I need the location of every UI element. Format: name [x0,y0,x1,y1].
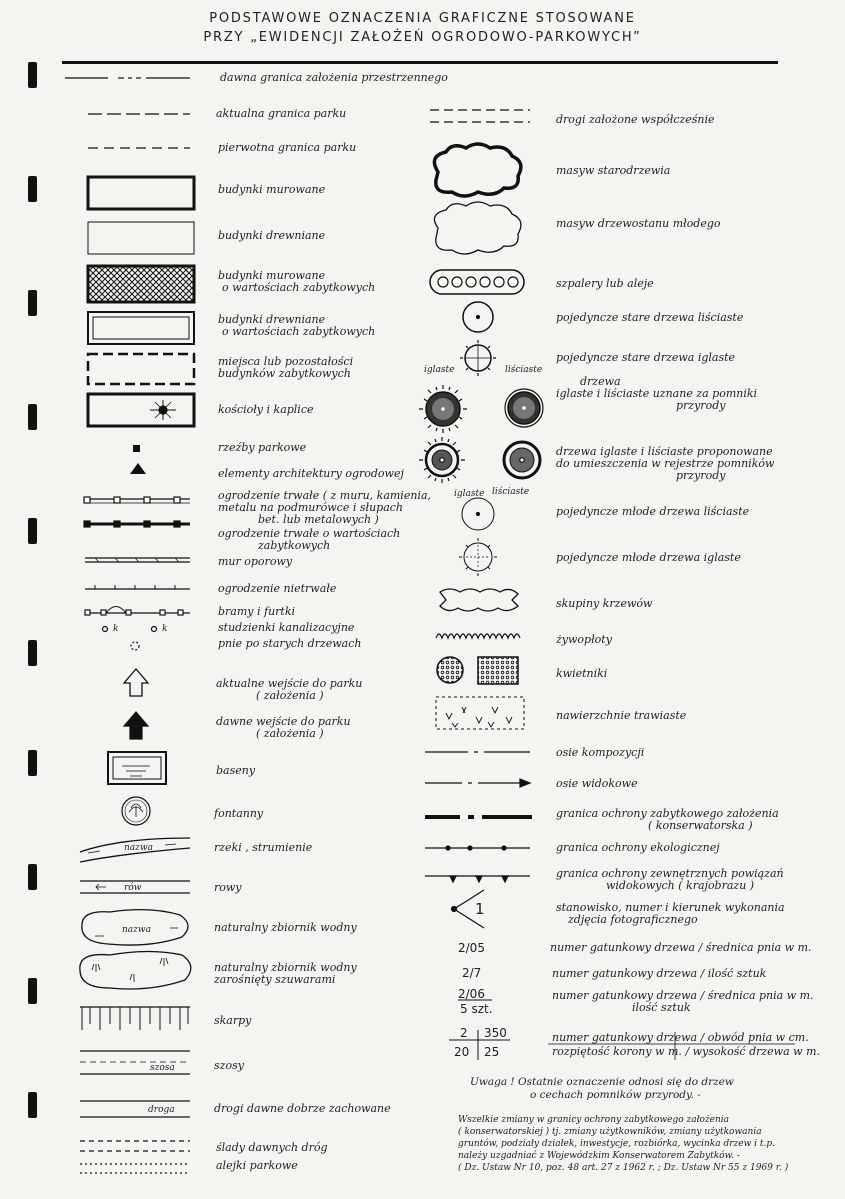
tree-rows-symbol [430,270,524,294]
ecological-boundary-symbol [425,846,530,850]
label-shrubs: skupiny krzewów [556,597,653,610]
label-masonry-buildings: budynki murowane [218,183,326,196]
label-line: ogrodzenie trwałe ( z muru, kamienia, [218,489,431,502]
pool-symbol [108,752,166,784]
label-current-boundary: aktualna granica parku [216,107,347,120]
label-line: ilość sztuk [632,1001,691,1014]
river-name-label: nazwa [124,843,153,853]
label-line: o wartościach zabytkowych [222,325,376,338]
note-line: ( Dz. Ustaw Nr 10, poz. 48 art. 27 z 1962 r. ; Dz. Ustaw Nr 55 z 1969 r. ) [458,1163,789,1173]
label-former-boundary: dawna granica założenia przestrzennego [220,71,448,84]
label-old-deciduous: pojedyncze stare drzewa liściaste [556,311,744,324]
label-modern-roads: drogi założone współcześnie [556,113,715,126]
note-line: ( konserwatorskiej ) tj. zmiany użytkowników, zmiany użytkowania [458,1127,762,1137]
masonry-building-symbol [88,177,194,209]
label-former-entrance [216,716,351,740]
label-historic-remains [218,356,353,380]
temporary-fence-symbol [85,585,190,589]
label-line: ogrodzenie trwałe o wartościach [218,527,401,540]
tree-code-4-height: 25 [484,1045,500,1059]
label-line: numer gatunkowy drzewa / obwód pnia w cm. [552,1031,809,1044]
park-path-symbol [80,1164,190,1173]
note-line: Uwaga ! Ostatnie oznaczenie odnosi się do drzew [470,1076,734,1088]
note-line: gruntów, podziały działek, inwestycje, rozbiórka, wycinka drzew i t.p. [458,1139,775,1149]
note-uwaga [470,1076,734,1102]
fountain-symbol [122,797,150,825]
lisciaste-label: liściaste [492,487,530,497]
stump-symbol [131,642,139,650]
permanent-fence-symbol [84,497,190,503]
label-natural-pond: naturalny zbiornik wodny [214,921,357,934]
pond-name-label: nazwa [122,925,151,935]
label-churches: kościoły i kaplice [218,403,314,416]
gate-k-label: k [113,624,119,634]
label-tree-number-diameter: numer gatunkowy drzewa / średnica pnia w m. [550,941,812,954]
label-flowerbeds: kwietniki [556,667,608,680]
label-ecological-boundary: granica ochrony ekologicznej [556,841,720,854]
iglaste-label: iglaste [454,489,485,499]
slope-symbol [80,1007,190,1030]
label-ditches: rowy [214,881,242,894]
tree-code-4-crown: 20 [454,1045,470,1059]
landscape-boundary-symbol [425,876,530,882]
label-photo-station [556,902,785,926]
label-line: budynków zabytkowych [218,367,351,380]
label-roads: szosy [214,1059,244,1072]
tree-code-4-number: 2 [460,1026,468,1040]
label-tree-number-diameter-count [552,990,814,1014]
label-line: zdjęcia fotograficznego [568,913,698,926]
old-deciduous-tree-symbol [463,302,493,332]
label-line: ( założenia ) [256,727,324,740]
label-line: ( konserwatorska ) [648,819,753,832]
label-current-entrance [216,678,362,702]
tree-code-2: 2/7 [462,966,482,980]
label-wooden-buildings: budynki drewniane [218,229,326,242]
view-axis-symbol [425,779,530,787]
flowerbed-symbol [437,657,518,684]
label-line: przyrody [676,469,726,482]
label-line: miejsca lub pozostałości [218,355,354,368]
tree-code-3: 2/06 [458,987,485,1001]
road-name-label: szosa [150,1063,175,1073]
label-temporary-fence: ogrodzenie nietrwałe [218,582,337,595]
page-subtitle: PRZY „EWIDENCJI ZAŁOŻEŃ OGRODOWO-PARKOWYCH” [203,30,642,45]
label-proposed-trees [556,446,774,482]
proposed-conifer-symbol [419,437,465,483]
label-manholes: studzienki kanalizacyjne [218,621,355,634]
label-tree-measurements [552,1032,820,1058]
church-symbol [88,394,194,426]
historic-masonry-building-symbol [88,266,194,302]
label-line: iglaste i liściaste uznane za pomniki [556,387,758,400]
overgrown-pond-symbol [80,952,191,990]
iglaste-label: iglaste [424,365,455,375]
label-line: naturalny zbiornik wodny [214,961,357,974]
monument-tree-conifer-symbol [419,385,467,433]
label-young-deciduous: pojedyncze młode drzewa liściaste [556,505,750,518]
label-monument-trees [556,376,757,412]
ditch-name-label: rów [124,883,142,893]
label-rivers: rzeki , strumienie [214,841,313,854]
gate-symbol [85,607,190,616]
note-line: Wszelkie zmiany w granicy ochrony zabytkowego założenia [458,1115,730,1125]
label-historic-wooden [218,314,375,338]
label-gates: bramy i furtki [218,605,296,618]
note-line: o cechach pomników przyrody. - [530,1089,701,1101]
garden-architecture-symbol [130,463,146,474]
label-line: aktualne wejście do parku [216,677,363,690]
label-line: rozpiętość korony w m. / wysokość drzewa w m. [552,1045,820,1058]
historic-remains-symbol [88,354,194,384]
modern-roads-symbol [430,110,530,122]
label-line: o wartościach zabytkowych [222,281,376,294]
label-line: do umieszczenia w rejestrze pomników [556,457,775,470]
label-old-woodland: masyw starodrzewia [556,164,671,177]
label-pools: baseny [216,764,256,777]
manhole-symbol [103,627,108,632]
label-line: budynki murowane [218,269,326,282]
old-road-name-label: droga [148,1105,175,1115]
label-lawns: nawierzchnie trawiaste [556,709,687,722]
young-deciduous-tree-symbol [462,498,494,530]
label-historic-fence [218,528,400,552]
label-line: drzewa iglaste i liściaste proponowane [556,445,773,458]
page-title: PODSTAWOWE OZNACZENIA GRAFICZNE STOSOWANE [209,11,636,26]
label-line: zabytkowych [258,539,331,552]
monument-conifer-symbol [505,389,543,427]
label-young-conifer: pojedyncze młode drzewa iglaste [556,551,741,564]
label-line: numer gatunkowy drzewa / średnica pnia w m. [552,989,814,1002]
label-line: widokowych ( krajobrazu ) [606,879,755,892]
tree-code-3-count: 5 szt. [460,1002,493,1016]
label-historic-masonry [218,270,375,294]
label-fountains: fontanny [214,807,264,820]
note-regulations [458,1114,788,1174]
label-landscape-boundary [556,868,784,892]
label-garden-architecture: elementy architektury ogrodowej [218,467,404,480]
label-line: budynki drewniane [218,313,326,326]
label-overgrown-pond [214,962,357,986]
label-line: stanowisko, numer i kierunek wykonania [556,901,785,914]
label-stumps: pnie po starych drzewach [218,637,362,650]
label-line: bet. lub metalowych ) [258,513,379,526]
photo-station-number: 1 [475,900,485,918]
gate-k-label: k [162,624,168,634]
label-line: drzewa [580,375,621,388]
label-sculptures: rzeźby parkowe [218,441,307,454]
label-retaining-wall: mur oporowy [218,555,293,568]
label-composition-axes: osie kompozycji [556,746,645,759]
historic-wooden-building-symbol [88,312,194,344]
sculpture-symbol [133,445,140,452]
label-park-paths: alejki parkowe [216,1159,298,1172]
note-line: należy uzgadniać z Wojewódzkim Konserwatorem Zabytków. - [458,1151,740,1161]
shrubs-symbol [440,589,518,611]
label-old-conifer: pojedyncze stare drzewa iglaste [556,351,736,364]
young-conifer-tree-symbol [459,538,497,576]
label-line: ( założenia ) [256,689,324,702]
lawn-symbol [436,697,524,729]
label-tree-rows: szpalery lub aleje [556,277,654,290]
label-line: metalu na podmurówce i słupach [218,501,403,514]
label-monument-boundary [556,808,779,832]
hedge-symbol [436,634,520,638]
tree-code-1: 2/05 [458,941,485,955]
label-line: dawne wejście do parku [216,715,351,728]
tree-code-4-circumference: 350 [484,1026,507,1040]
label-permanent-fence [218,490,431,526]
label-tree-number-count: numer gatunkowy drzewa / ilość sztuk [552,967,767,980]
label-line: granica ochrony zewnętrznych powiązań [556,867,784,880]
old-woodland-symbol [434,144,520,196]
retaining-wall-symbol [85,558,190,562]
road-traces-symbol [80,1141,190,1151]
label-slopes: skarpy [214,1014,252,1027]
manhole-symbol [152,627,157,632]
historic-fence-symbol [84,521,190,527]
lisciaste-label: liściaste [505,365,543,375]
label-line: zarośnięty szuwarami [214,973,336,986]
proposed-deciduous-symbol [504,442,540,478]
current-entrance-symbol [124,669,148,696]
label-original-boundary: pierwotna granica parku [218,141,357,154]
old-conifer-tree-symbol [460,340,496,376]
young-woodland-symbol [434,202,520,254]
label-line: przyrody [676,399,726,412]
label-line: granica ochrony zabytkowego założenia [556,807,779,820]
label-hedges: żywopłoty [556,633,612,646]
wooden-building-symbol [88,222,194,254]
label-road-traces: ślady dawnych dróg [216,1141,328,1154]
label-young-woodland: masyw drzewostanu młodego [556,217,721,230]
label-view-axes: osie widokowe [556,777,638,790]
label-old-roads: drogi dawne dobrze zachowane [214,1102,391,1115]
former-entrance-symbol [124,712,148,739]
